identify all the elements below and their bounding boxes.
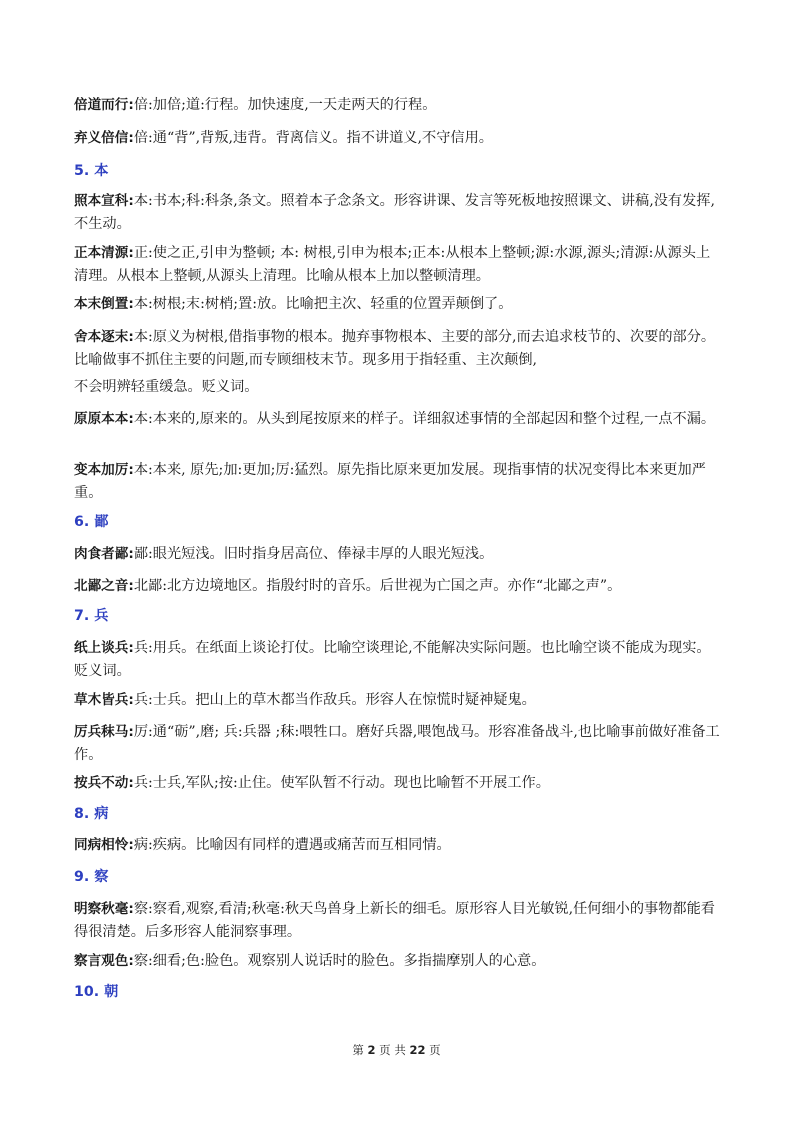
entry-yuanyuanbenben: 原原本本:本:本来的,原来的。从头到尾按原来的样子。详细叙述事情的全部起因和整个过程,一点不漏。 xyxy=(74,411,716,427)
entry-libingmoma: 厉兵秣马:厉:通“砺”,磨; 兵:兵器 ;秣:喂牲口。磨好兵器,喂饱战马。形容准备战斗,也比喻事前做好准备工作。 xyxy=(74,724,720,763)
footer-prefix: 第 xyxy=(352,1043,364,1057)
section-heading-6: 6. 鄙 xyxy=(74,514,109,530)
entry-caomujiebing: 草木皆兵:兵:士兵。把山上的草木都当作敌兵。形容人在惊慌时疑神疑鬼。 xyxy=(74,692,536,708)
page-footer xyxy=(0,1042,793,1058)
section-heading-9: 9. 察 xyxy=(74,869,109,885)
entry-bianbenjiali: 变本加厉:本:本来, 原先;加:更加;厉:猛烈。原先指比原来更加发展。现指事情的状况变得比本来更加严重。 xyxy=(74,462,706,501)
page-total: 22 xyxy=(409,1043,426,1057)
entry-anbingbudong: 按兵不动:兵:士兵,军队;按:止住。使军队暂不行动。现也比喻暂不开展工作。 xyxy=(74,775,550,791)
entry-tongbingxianglian: 同病相怜:病:疾病。比喻因有同样的遭遇或痛苦而互相同情。 xyxy=(74,837,451,853)
section-heading-8: 8. 病 xyxy=(74,806,109,822)
page-number: 2 xyxy=(367,1043,376,1057)
footer-suffix: 页 xyxy=(429,1043,441,1057)
entry-shebenzhumo-cont: 不会明辨轻重缓急。贬义词。 xyxy=(74,379,259,395)
entry-benmodaozhi: 本末倒置:本:树根;末:树梢;置:放。比喻把主次、轻重的位置弄颠倒了。 xyxy=(74,296,513,312)
entry-qiyibeixin: 弃义倍信:倍:通“背”,背叛,违背。背离信义。指不讲道义,不守信用。 xyxy=(74,130,493,146)
entry-beibizhiyin: 北鄙之音:北鄙:北方边境地区。指殷纣时的音乐。后世视为亡国之声。亦作“北鄙之声”。 xyxy=(74,578,622,594)
entry-zhaobenxuanke: 照本宣科:本:书本;科:科条,条文。照着本子念条文。形容讲课、发言等死板地按照课文、讲稿,没有发挥,不生动。 xyxy=(74,193,715,232)
entry-roushizhebi: 肉食者鄙:鄙:眼光短浅。旧时指身居高位、俸禄丰厚的人眼光短浅。 xyxy=(74,546,494,562)
entry-zhengbenqingyuan: 正本清源:正:使之正,引申为整顿; 本: 树根,引申为根本;正本:从根本上整顿;源:水源,源头;清源:从源头上清理。从根本上整顿,从源头上清理。比喻从根本上加以整顿清理。 xyxy=(74,245,711,284)
section-heading-10: 10. 朝 xyxy=(74,984,119,1000)
entry-chayanguanse: 察言观色:察:细看;色:脸色。观察别人说话时的脸色。多指揣摩别人的心意。 xyxy=(74,953,546,969)
entry-mingchaqiuhao: 明察秋毫:察:察看,观察,看清;秋毫:秋天鸟兽身上新长的细毛。原形容人目光敏锐,任何细小的事物都能看得很清楚。后多形容人能洞察事理。 xyxy=(74,901,715,940)
entry-shebenzhumo: 舍本逐末:本:原义为树根,借指事物的根本。抛弃事物根本、主要的部分,而去追求枝节的、次要的部分。 比喻做事不抓住主要的问题,而专顾细枝末节。现多用于指轻重、主次颠倒, xyxy=(74,329,716,368)
section-heading-7: 7. 兵 xyxy=(74,608,109,624)
section-heading-5: 5. 本 xyxy=(74,163,109,179)
entry-zhishangtanbing: 纸上谈兵:兵:用兵。在纸面上谈论打仗。比喻空谈理论,不能解决实际问题。也比喻空谈不能成为现实。贬义词。 xyxy=(74,640,711,679)
footer-mid: 页 共 xyxy=(379,1043,406,1057)
entry-beidaoerxing: 倍道而行:倍:加倍;道:行程。加快速度,一天走两天的行程。 xyxy=(74,97,437,113)
